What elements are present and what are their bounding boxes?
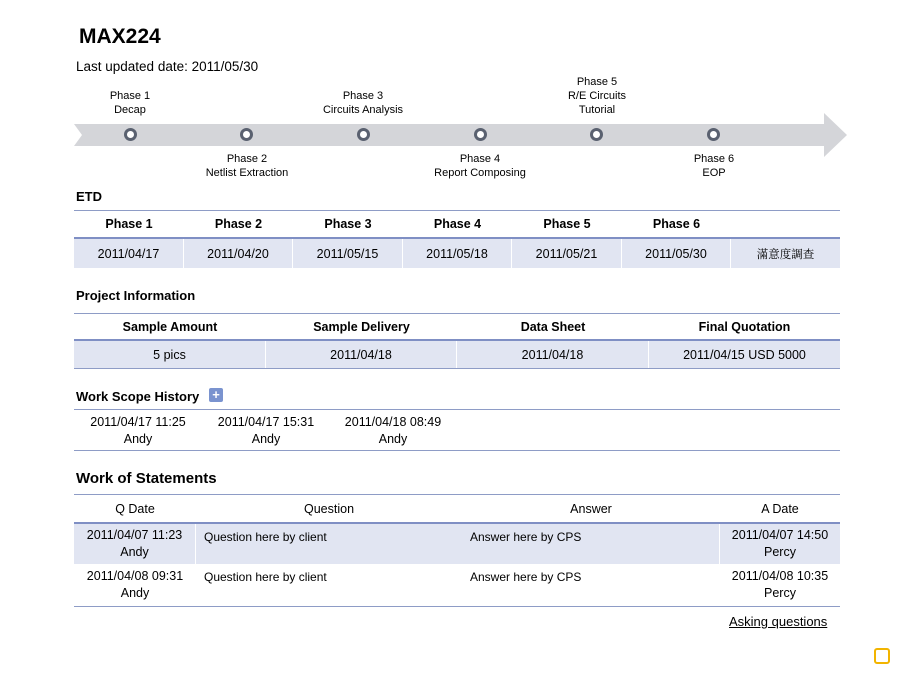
etd-phase-4-date: 2011/05/18 (403, 239, 512, 268)
phase-6-label: Phase 6 EOP (693, 153, 735, 179)
phase-4-label: Phase 4 Report Composing (434, 153, 526, 179)
statements-table (74, 494, 840, 607)
etd-table (74, 210, 840, 268)
q-date-cell: 2011/04/08 09:31 Andy (86, 569, 184, 600)
etd-heading: ETD (76, 189, 102, 204)
a-date-cell: 2011/04/07 14:50 Percy (731, 528, 829, 559)
q-date-header: Q Date (115, 501, 155, 516)
etd-header-phase-1: Phase 1 (105, 217, 153, 231)
etd-values-row (74, 237, 840, 268)
etd-header-row (74, 210, 840, 237)
asking-questions-link[interactable]: Asking questions (729, 614, 828, 629)
final-quotation-header: Final Quotation (698, 319, 791, 334)
plus-icon[interactable]: + (209, 388, 223, 402)
etd-phase-6-date: 2011/05/30 (622, 239, 731, 268)
answer-cell: Answer here by CPS (462, 524, 720, 564)
phase-3-label: Phase 3 Circuits Analysis (322, 90, 404, 116)
phase-5-label: Phase 5 R/E Circuits Tutorial (567, 76, 627, 116)
last-updated: Last updated date: 2011/05/30 (76, 59, 259, 74)
etd-phase-5-date: 2011/05/21 (512, 239, 622, 268)
phase-2-milestone[interactable] (240, 128, 253, 141)
work-scope-entry[interactable]: 2011/04/17 15:31 Andy (217, 415, 315, 446)
a-date-header: A Date (761, 501, 799, 516)
answer-cell: Answer here by CPS (470, 570, 582, 584)
work-scope-heading: Work Scope History (76, 389, 200, 404)
etd-header-blank (731, 211, 840, 237)
statements-heading: Work of Statements (76, 470, 217, 487)
q-date-cell: 2011/04/07 11:23 Andy (74, 524, 196, 564)
phase-1-milestone[interactable] (124, 128, 137, 141)
phase-4-milestone[interactable] (474, 128, 487, 141)
table-row[interactable] (74, 564, 840, 607)
phase-2-label: Phase 2 Netlist Extraction (205, 153, 289, 179)
question-header: Question (303, 501, 355, 516)
project-info-values-row (74, 339, 840, 369)
phase-6-milestone[interactable] (707, 128, 720, 141)
project-info-heading: Project Information (76, 288, 196, 303)
sample-delivery-value: 2011/04/18 (266, 341, 457, 368)
etd-header-phase-6: Phase 6 (652, 217, 701, 231)
statements-header-row (74, 494, 840, 522)
timeline-arrow (74, 113, 849, 157)
sample-delivery-header: Sample Delivery (313, 319, 410, 334)
a-date-cell: 2011/04/08 10:35 Percy (731, 569, 829, 600)
sample-amount-header: Sample Amount (122, 319, 218, 334)
etd-header-phase-5: Phase 5 (543, 217, 591, 231)
answer-header: Answer (570, 501, 612, 516)
phase-3-milestone[interactable] (357, 128, 370, 141)
etd-phase-2-date: 2011/04/20 (184, 239, 293, 268)
slide-corner-icon[interactable] (874, 648, 890, 664)
phase-1-label: Phase 1 Decap (109, 90, 151, 116)
satisfaction-survey-link[interactable]: 滿意度調查 (756, 248, 815, 261)
page-title: MAX224 (79, 25, 161, 48)
data-sheet-header: Data Sheet (520, 319, 586, 334)
project-info-table (74, 313, 840, 369)
data-sheet-value: 2011/04/18 (457, 341, 649, 368)
project-info-header-row (74, 313, 840, 339)
etd-header-phase-3: Phase 3 (324, 217, 372, 231)
etd-phase-1-date: 2011/04/17 (74, 239, 184, 268)
table-row[interactable] (74, 522, 840, 564)
phase-5-milestone[interactable] (590, 128, 603, 141)
sample-amount-value: 5 pics (74, 341, 266, 368)
etd-header-phase-2: Phase 2 (214, 217, 263, 231)
final-quotation-value: 2011/04/15 USD 5000 (683, 347, 806, 362)
work-scope-entry[interactable]: 2011/04/18 08:49 Andy (344, 415, 442, 446)
work-scope-entry[interactable]: 2011/04/17 11:25 Andy (90, 415, 186, 446)
question-cell: Question here by client (204, 570, 327, 584)
etd-header-phase-4: Phase 4 (433, 217, 482, 231)
etd-phase-3-date: 2011/05/15 (293, 239, 403, 268)
question-cell: Question here by client (204, 530, 327, 544)
